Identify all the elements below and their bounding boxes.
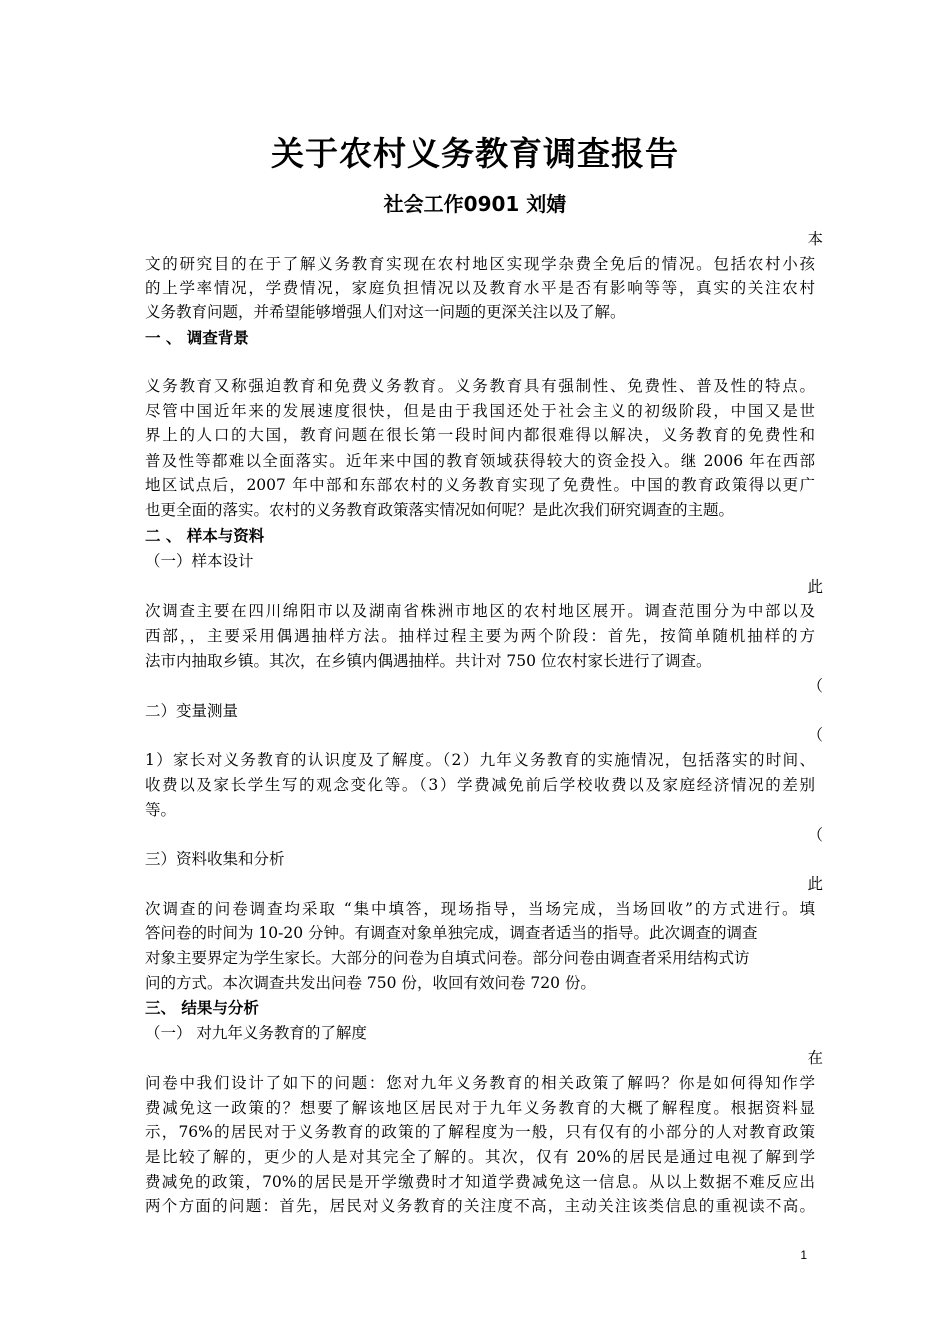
- paragraph-line: 的上学率情况，学费情况，家庭负担情况以及教育水平是否有影响等等，真实的关注农村: [145, 279, 815, 297]
- paragraph-lead-char: 在: [807, 1049, 823, 1067]
- paragraph-lead-char: 此: [807, 578, 823, 596]
- subsection-heading: 二）变量测量: [145, 702, 239, 720]
- paragraph-line: 界上的人口的大国，教育问题在很长第一段时间内都很难得以解决，义务教育的免费性和: [145, 426, 815, 444]
- paragraph-line: 两个方面的问题：首先，居民对义务教育的关注度不高，主动关注该类信息的重视读不高。: [145, 1197, 815, 1215]
- paragraph-line: 也更全面的落实。农村的义务教育政策落实情况如何呢？是此次我们研究调查的主题。: [145, 501, 735, 519]
- paragraph-line: 收费以及家长学生写的观念变化等。（3）学费减免前后学校收费以及家庭经济情况的差别: [145, 776, 815, 794]
- report-title: 关于农村义务教育调查报告: [271, 134, 679, 173]
- paragraph-line: 1）家长对义务教育的认识度及了解度。（2）九年义务教育的实施情况，包括落实的时间、: [145, 751, 815, 769]
- paragraph-line: 次调查的问卷调查均采取 “集中填答，现场指导，当场完成，当场回收”的方式进行。填: [145, 900, 815, 918]
- subsection-heading: （一） 对九年义务教育的了解度: [145, 1024, 367, 1042]
- paragraph-line: 问的方式。本次调查共发出问卷 750 份，收回有效问卷 720 份。: [145, 974, 596, 992]
- paragraph-line: 西部，，主要采用偶遇抽样方法。抽样过程主要为两个阶段：首先，按简单随机抽样的方: [145, 627, 815, 645]
- paragraph-line: 是比较了解的，更少的人是对其完全了解的。其次，仅有 20%的居民是通过电视了解到学: [145, 1148, 815, 1166]
- paragraph-line: 对象主要界定为学生家长。大部分的问卷为自填式问卷。部分问卷由调查者采用结构式访: [145, 949, 750, 967]
- paragraph-line: 文的研究目的在于了解义务教育实现在农村地区实现学杂费全免后的情况。包括农村小孩: [145, 255, 815, 273]
- paragraph-line: 问卷中我们设计了如下的问题：您对九年义务教育的相关政策了解吗？你是如何得知作学: [145, 1074, 815, 1092]
- paragraph-line: 尽管中国近年来的发展速度很快，但是由于我国还处于社会主义的初级阶段，中国又是世: [145, 402, 815, 420]
- intro-lead-char: 本: [807, 230, 823, 248]
- paragraph-line: 费减免这一政策的？想要了解该地区居民对于九年义务教育的大概了解程度。根据资料显: [145, 1099, 815, 1117]
- subsection-heading: 三）资料收集和分析: [145, 850, 285, 868]
- paragraph-lead-char: （: [807, 677, 823, 695]
- paragraph-line: 法市内抽取乡镇。其次，在乡镇内偶遇抽样。共计对 750 位农村家长进行了调查。: [145, 652, 712, 670]
- section-heading: 二 、 样本与资料: [145, 527, 265, 545]
- author-line: 社会工作0901 刘婧: [383, 192, 567, 216]
- paragraph-lead-char: （: [807, 726, 823, 744]
- section-heading: 三、 结果与分析: [145, 999, 259, 1017]
- page-number: 1: [800, 1248, 807, 1262]
- paragraph-lead-char: （: [807, 826, 823, 844]
- paragraph-line: 示，76%的居民对于义务教育的政策的了解程度为一般，只有仅有的小部分的人对教育政策: [145, 1123, 815, 1141]
- paragraph-lead-char: 此: [807, 875, 823, 893]
- paragraph-line: 义务教育问题，并希望能够增强人们对这一问题的更深关注以及了解。: [145, 303, 626, 321]
- paragraph-line: 答问卷的时间为 10-20 分钟。有调查对象单独完成，调查者适当的指导。此次调查的调查: [145, 924, 758, 942]
- paragraph-line: 等。: [145, 801, 177, 819]
- section-heading: 一 、 调查背景: [145, 329, 249, 347]
- subsection-heading: （一）样本设计: [145, 552, 254, 570]
- paragraph-line: 义务教育又称强迫教育和免费义务教育。义务教育具有强制性、免费性、普及性的特点。: [145, 377, 815, 395]
- paragraph-line: 费减免的政策，70%的居民是开学缴费时才知道学费减免这一信息。从以上数据不难反应出: [145, 1173, 815, 1191]
- paragraph-line: 次调查主要在四川绵阳市以及湖南省株洲市地区的农村地区展开。调查范围分为中部以及: [145, 602, 815, 620]
- paragraph-line: 地区试点后，2007 年中部和东部农村的义务教育实现了免费性。中国的教育政策得以更广: [145, 476, 815, 494]
- paragraph-line: 普及性等都难以全面落实。近年来中国的教育领域获得较大的资金投入。继 2006 年在西部: [145, 452, 815, 470]
